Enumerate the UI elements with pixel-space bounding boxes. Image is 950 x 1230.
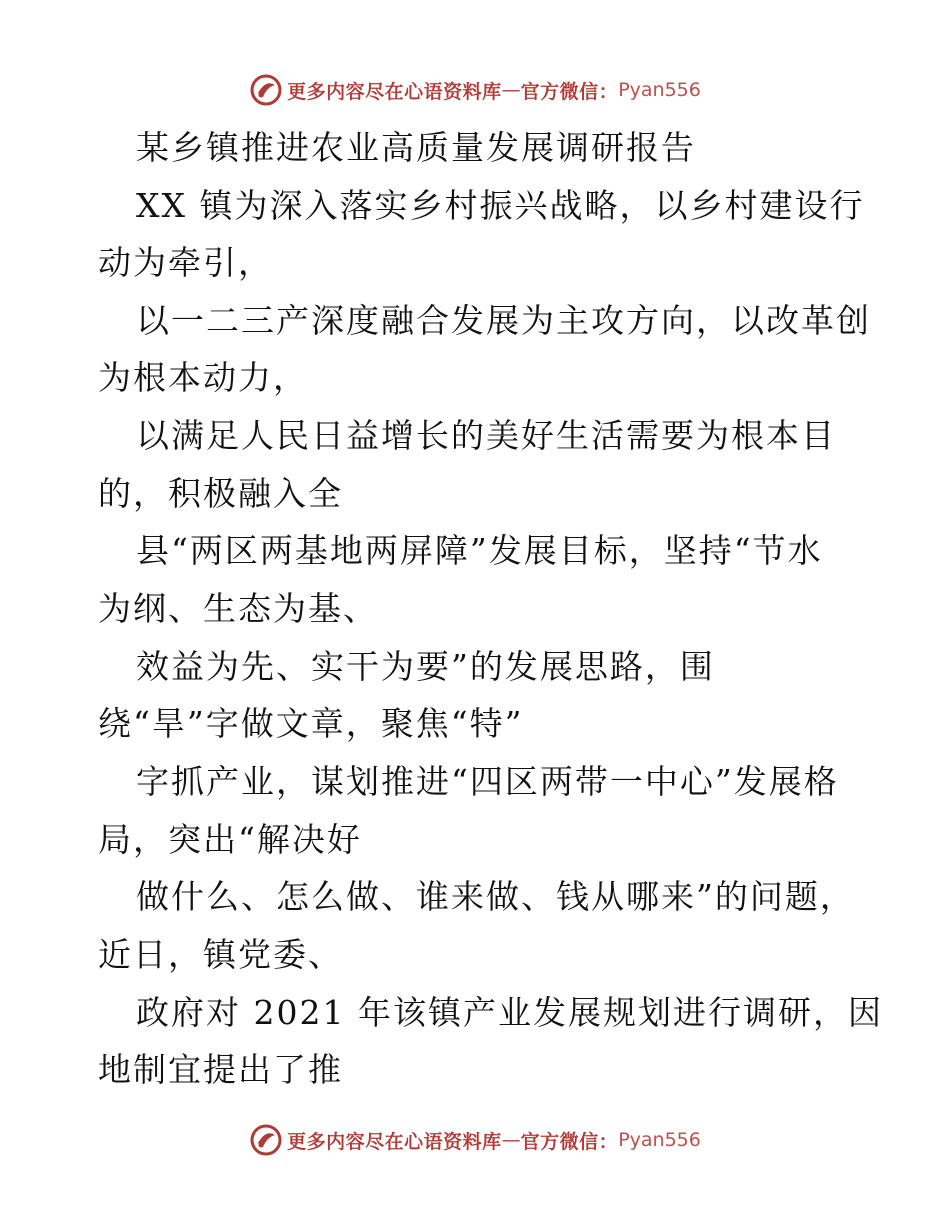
header-separator: — — [501, 79, 521, 101]
page-footer-banner — [0, 1120, 950, 1160]
body-line: 的，积极融入全 — [98, 474, 343, 513]
footer-separator: — — [501, 1129, 521, 1151]
body-line: 政府对 2021 年该镇产业发展规划进行调研，因 — [136, 993, 883, 1032]
footer-wechat-label: 官方微信： — [520, 1130, 619, 1153]
brand-logo-icon — [249, 1123, 283, 1157]
body-line: 以满足人民日益增长的美好生活需要为根本目 — [136, 416, 836, 455]
body-line: 以一二三产深度融合发展为主攻方向，以改革创 — [136, 301, 871, 340]
body-line: 动为牵引， — [98, 243, 273, 282]
body-line: 做什么、怎么做、谁来做、钱从哪来”的问题， — [136, 877, 855, 916]
footer-wechat-id: Pyan556 — [618, 1129, 701, 1151]
body-line: 效益为先、实干为要”的发展思路，围 — [136, 647, 715, 686]
body-line: 局，突出“解决好 — [98, 820, 362, 859]
body-line: 绕“旱”字做文章，聚焦“特” — [98, 704, 524, 743]
footer-site-text: 更多内容尽在心语资料库 — [287, 1130, 502, 1153]
body-line: XX 镇为深入落实乡村振兴战略，以乡村建设行 — [136, 186, 865, 225]
body-line: 近日，镇党委、 — [98, 935, 343, 974]
header-wechat-label: 官方微信： — [520, 80, 619, 103]
brand-logo-icon — [249, 73, 283, 107]
body-line: 字抓产业，谋划推进“四区两带一中心”发展格 — [136, 762, 839, 801]
body-line: 为纲、生态为基、 — [98, 589, 378, 628]
header-site-text: 更多内容尽在心语资料库 — [287, 80, 502, 103]
header-wechat-id: Pyan556 — [618, 79, 701, 101]
body-line: 为根本动力， — [98, 358, 308, 397]
body-line: 县“两区两基地两屏障”发展目标，坚持“节水 — [136, 531, 823, 570]
body-line: 地制宜提出了推 — [98, 1050, 343, 1089]
page-header-banner — [0, 70, 950, 110]
document-title: 某乡镇推进农业高质量发展调研报告 — [136, 128, 696, 167]
